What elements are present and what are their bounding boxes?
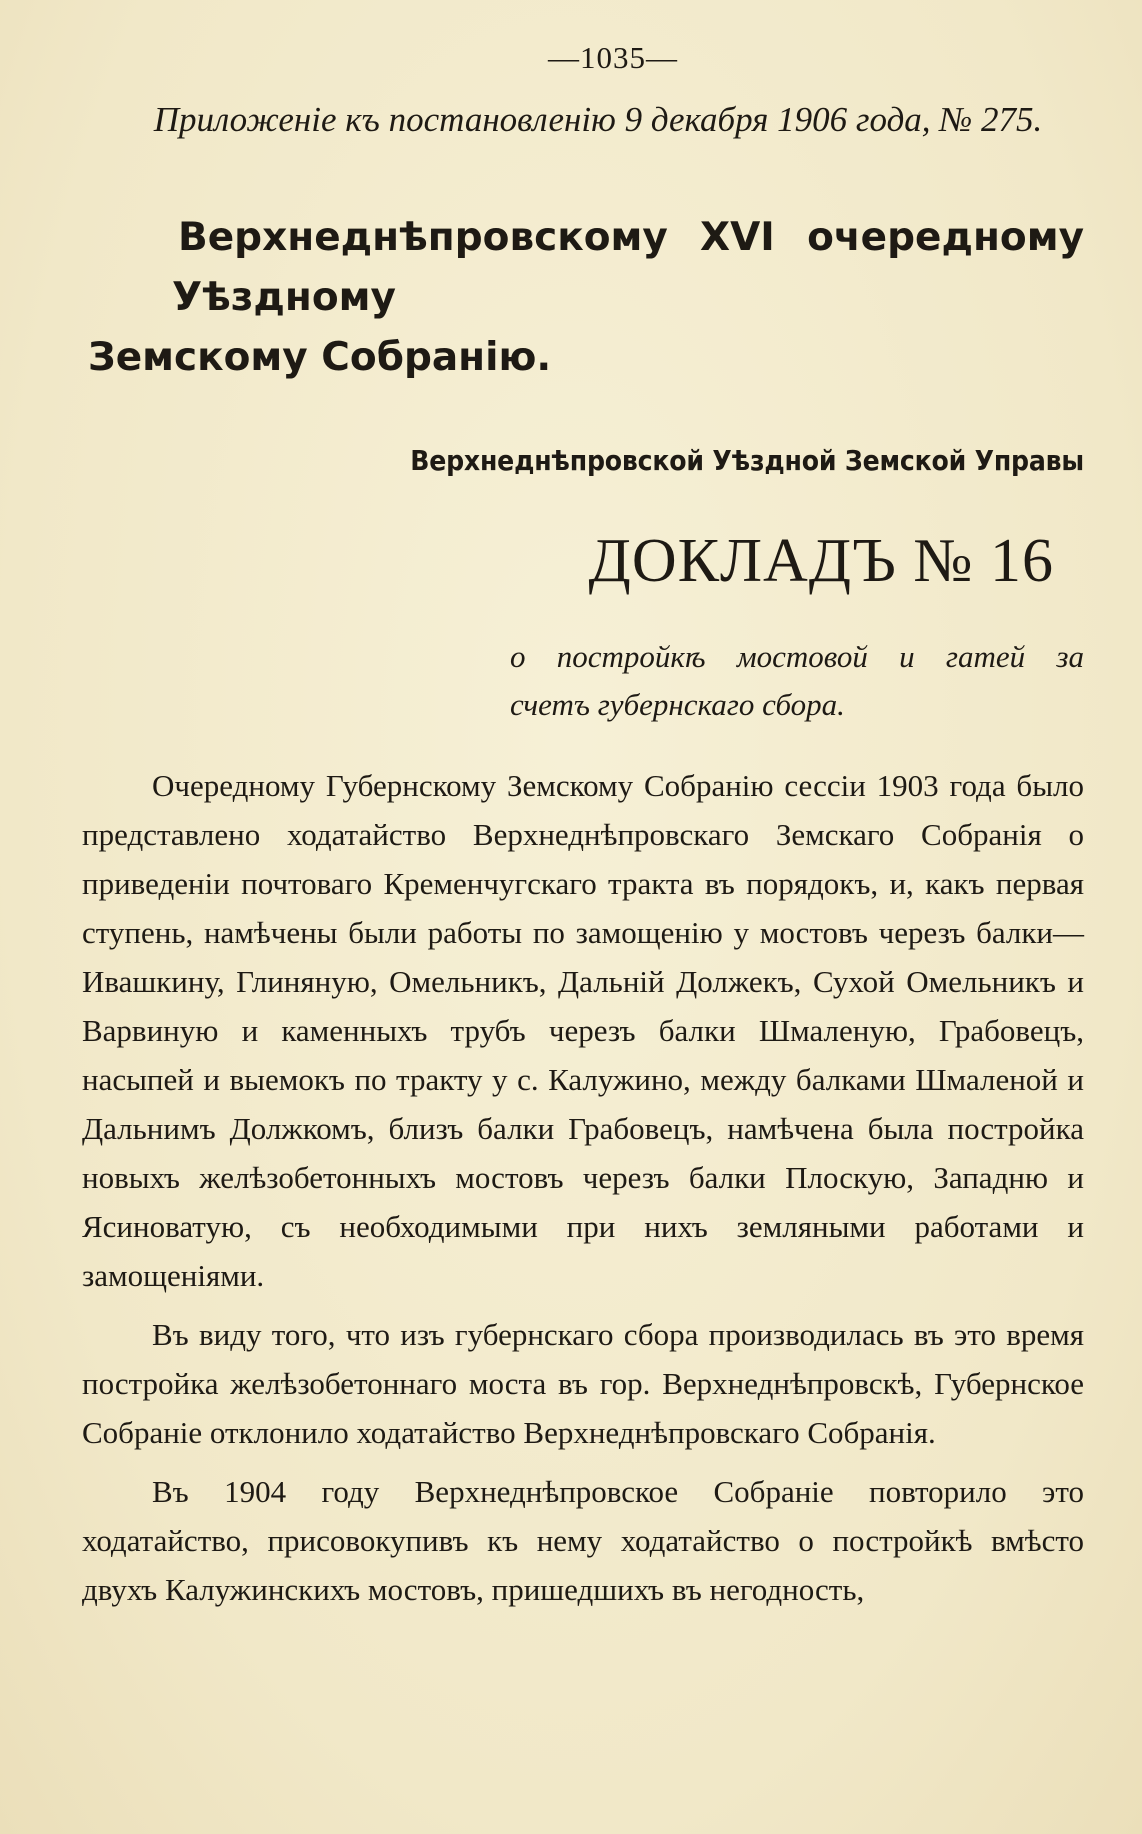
addressee-line-1: Верхнеднѣпровскому XVI очередному Уѣздному	[172, 215, 1084, 320]
subject-line-1: о постройкѣ мостовой и гатей за	[510, 639, 1084, 674]
addressee-heading	[82, 208, 1084, 388]
body-text	[82, 761, 1084, 1614]
appendix-line: Приложеніе къ постановленію 9 декабря 1906 года, № 275.	[153, 100, 1043, 139]
issuing-authority: Верхнеднѣпровской Уѣздной Земской Управы	[410, 444, 1084, 477]
page-number: —1035—	[548, 40, 678, 75]
paragraph-1: Очередному Губернскому Земскому Собранію сессіи 1903 года было представлено ходатайство Верхнеднѣпровскаго Земскаго Собранія о приведеніи почтоваго Кременчугскаго тракта въ порядокъ, и, какъ первая ступень, намѣчены были работы по замощенію у мостовъ черезъ балки—Ивашкину, Глиняную, Омельникъ, Дальній Должекъ, Сухой Омельникъ и Варвиную и каменныхъ трубъ черезъ балки Шмаленую, Грабовецъ, насыпей и выемокъ по тракту у с. Калужино, между балками Шмаленой и Дальнимъ Должкомъ, близъ балки Грабовецъ, намѣчена была постройка новыхъ желѣзобетонныхъ мостовъ черезъ балки Плоскую, Западню и Ясиноватую, съ необходимыми при нихъ земляными работами и замощеніями.	[82, 768, 1084, 1293]
subject-line-2: счетъ губернскаго сбора.	[510, 687, 845, 722]
report-title: ДОКЛАДЪ № 16	[588, 527, 1054, 595]
paragraph-2: Въ виду того, что изъ губернскаго сбора производилась въ это время постройка желѣзобетоннаго моста въ гор. Верхнеднѣпровскѣ, Губернское Собраніе отклонило ходатайство Верхнеднѣпровскаго Собранія.	[82, 1317, 1084, 1450]
paragraph-3: Въ 1904 году Верхнеднѣпровское Собраніе повторило это ходатайство, присовокупивъ къ нему ходатайство о постройкѣ вмѣсто двухъ Калужинскихъ мостовъ, пришедшихъ въ негодность,	[82, 1474, 1084, 1607]
report-subject	[510, 633, 1084, 729]
addressee-line-2: Земскому Собранію.	[88, 335, 552, 380]
